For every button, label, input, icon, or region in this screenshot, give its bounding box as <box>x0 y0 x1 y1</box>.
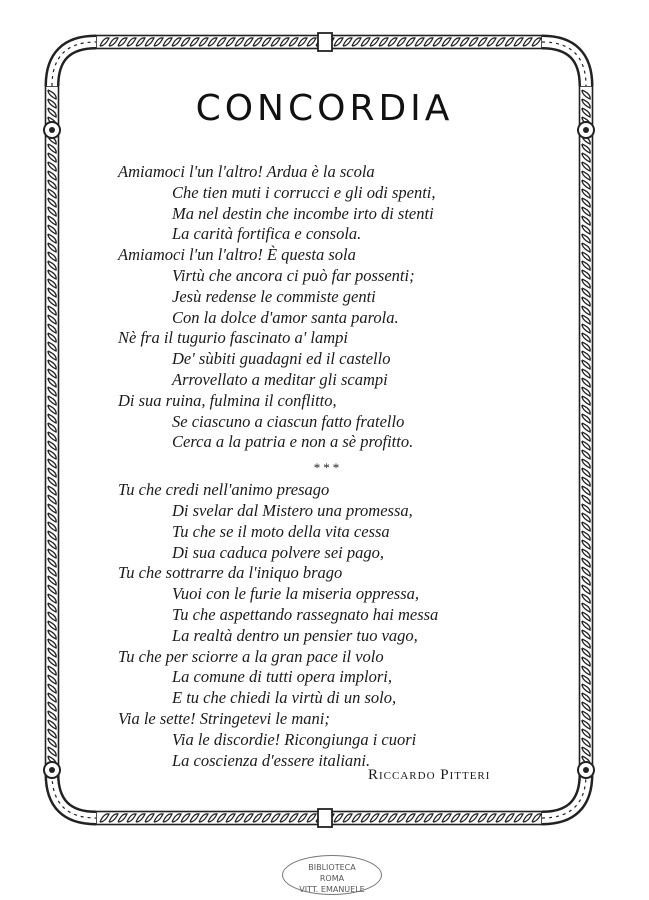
right-border-band-leaves <box>582 90 590 774</box>
bottom-ribbon-tie <box>318 809 332 827</box>
rosette-center <box>49 767 55 773</box>
poem-line: La carità fortifica e consola. <box>172 224 362 244</box>
poem-line: Vuoi con le furie la miseria oppressa, <box>172 584 420 604</box>
poem-part-2 <box>118 480 538 771</box>
poem-line: Amiamoci l'un l'altro! Ardua è la scola <box>118 162 375 181</box>
stanza <box>118 480 538 563</box>
poem-line: Di sua caduca polvere sei pago, <box>172 542 385 562</box>
poem-line: Via le sette! Stringetevi le mani; <box>118 708 330 728</box>
poem-line: Ma nel destin che incombe irto di stenti <box>172 203 434 223</box>
poem-line: Con la dolce d'amor santa parola. <box>172 307 399 327</box>
rosette-center <box>583 767 589 773</box>
stanza <box>118 563 538 646</box>
stanza <box>118 391 538 453</box>
poem-line: Amiamoci l'un l'altro! È questa sola <box>118 245 356 265</box>
stanza <box>118 245 538 328</box>
poem-line: E tu che chiedi la virtù di un solo, <box>172 688 397 708</box>
stanza <box>118 647 538 709</box>
stanza <box>118 328 538 390</box>
left-border-band-leaves <box>48 90 56 774</box>
poem-line: Tu che per sciorre a la gran pace il volo <box>118 646 384 666</box>
poem-line: Tu che sottrarre da l'iniquo brago <box>118 563 343 583</box>
top-ribbon-tie <box>318 33 332 51</box>
stanza <box>118 162 538 245</box>
library-stamp <box>282 855 382 895</box>
stanza-separator: *** <box>313 460 343 476</box>
poem-author: Riccardo Pitteri <box>368 767 491 783</box>
poem-line: Nè fra il tugurio fascinato a' lampi <box>118 328 348 348</box>
poem-body <box>118 162 538 771</box>
stamp-line-2: ROMA <box>319 874 345 883</box>
poem-line: La realtà dentro un pensier tuo vago, <box>172 625 418 645</box>
poem-line: Tu che credi nell'animo presago <box>118 480 330 500</box>
stamp-line-3: VITT. EMANUELE <box>299 885 365 894</box>
poem-line: Di svelar dal Mistero una promessa, <box>172 500 413 520</box>
poem-title: CONCORDIA <box>195 88 454 129</box>
poem-line: De' sùbiti guadagni ed il castello <box>172 349 391 369</box>
poem-line: Jesù redense le commiste genti <box>172 286 376 306</box>
poem-part-1 <box>118 162 538 453</box>
poem-line: La comune di tutti opera implori, <box>172 667 392 687</box>
stanza <box>118 709 538 771</box>
poem-line: Cerca a la patria e non a sè profitto. <box>172 432 414 452</box>
poem-line: Se ciascuno a ciascun fatto fratello <box>172 411 405 431</box>
poem-line: Tu che se il moto della vita cessa <box>172 521 390 541</box>
stamp-line-1: BIBLIOTECA <box>308 863 356 872</box>
poem-line: Che tien muti i corrucci e gli odi spenti, <box>172 182 436 202</box>
poem-line: La coscienza d'essere italiani. <box>172 750 371 770</box>
poem-line: Di sua ruina, fulmina il conflitto, <box>118 390 337 410</box>
poem-line: Arrovellato a meditar gli scampi <box>172 369 388 389</box>
poem-line: Tu che aspettando rassegnato hai messa <box>172 604 439 624</box>
poem-line: Virtù che ancora ci può far possenti; <box>172 265 415 285</box>
poem-line: Via le discordie! Ricongiunga i cuori <box>172 729 417 749</box>
